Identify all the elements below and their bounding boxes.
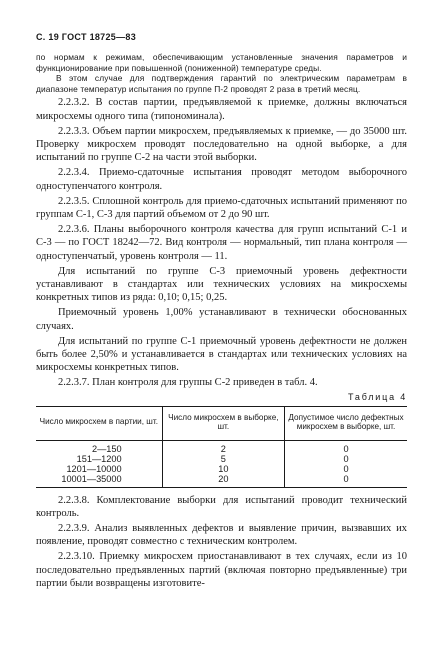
table-cell: 20 [162, 474, 284, 488]
table-row [36, 464, 407, 474]
table-cell: 10001—35000 [36, 474, 162, 488]
clause-2-2-3-3: 2.2.3.3. Объем партии микросхем, предъявляемых к приемке, — до 35000 шт. Проверку микросхем проводят последовательно на одной выборке, а для испытаний по группе С-2 на части этой выборки. [36, 125, 407, 164]
column-header: Допустимое число дефектных микросхем в выборке, шт. [285, 406, 407, 440]
intro-paragraph: по нормам к режимам, обеспечивающим установленные значения параметров и функционирование при повышенной (пониженной) температуре среды. [36, 52, 407, 73]
table-cell: 151—1200 [76, 453, 122, 464]
page-header: С. 19 ГОСТ 18725—83 [36, 32, 137, 42]
clause-2-2-3-7: 2.2.3.7. План контроля для группы С-2 приведен в табл. 4. [58, 377, 318, 389]
table-cell: 5 [162, 454, 284, 464]
paragraph-acceptance-level: Приемочный уровень 1,00% устанавливают в технически обоснованных случаях. [36, 307, 407, 332]
clause-2-2-3-10: 2.2.3.10. Приемку микросхем приостанавливают в тех случаях, если из 10 последовательно предъявленных партий (включая повторно предъявленные) три партии были возвращены изготовите- [36, 551, 407, 589]
clause-2-2-3-5: 2.2.3.5. Сплошной контроль для приемо-сдаточных испытаний применяют по группам С-1, С-3 для партий объемом от 2 до 90 шт. [36, 195, 407, 220]
clause-2-2-3-8: 2.2.3.8. Комплектование выборки для испытаний проводит технический контроль. [36, 494, 407, 519]
clause-2-2-3-6: 2.2.3.6. Планы выборочного контроля качества для групп испытаний С-1 и С-3 — по ГОСТ 18242—72. Вид контроля — нормальный, тип плана контроля — одноступенчатый, уровень контроля — 11. [36, 224, 407, 262]
table-4 [36, 406, 407, 488]
clause-2-2-3-9: 2.2.3.9. Анализ выявленных дефектов и выявление причин, вызвавших их появление, проводят совместно с техническим контролем. [36, 523, 407, 548]
table-header-row [36, 406, 407, 440]
paragraph-c3-defect-level: Для испытаний по группе С-3 приемочный уровень дефектности устанавливают в стандартах или технических условиях на микросхемы конкретных типов из ряда: 0,10; 0,15; 0,25. [36, 265, 407, 304]
column-header: Число микросхем в партии, шт. [36, 406, 162, 440]
document-body [36, 52, 407, 590]
table-row [36, 440, 407, 454]
table-cell: 10 [162, 464, 284, 474]
table-cell: 0 [285, 464, 407, 474]
table-cell: 1201—10000 [66, 463, 122, 474]
paragraph-c1-defect-level: Для испытаний по группе С-1 приемочный уровень дефектности не должен быть более 2,50% и устанавливается в стандартах или технических условиях на микросхемы конкретных типов. [36, 335, 407, 374]
table-title: Таблица 4 [348, 391, 407, 402]
table-cell: 0 [285, 454, 407, 464]
intro-paragraph: В этом случае для подтверждения гарантий по электрическим параметрам в диапазоне температур испытания по группе П-2 проводят 2 раза в третий месяц. [36, 73, 407, 94]
table-row [36, 474, 407, 488]
clause-2-2-3-4: 2.2.3.4. Приемо-сдаточные испытания проводят методом выборочного одноступенчатого контроля. [36, 167, 407, 192]
table-cell: 0 [285, 474, 407, 488]
table-cell: 2 [162, 440, 284, 454]
table-cell: 0 [285, 440, 407, 454]
table-row [36, 454, 407, 464]
column-header: Число микросхем в выборке, шт. [162, 406, 284, 440]
table-cell: 2—150 [91, 443, 122, 454]
clause-2-2-3-2: 2.2.3.2. В состав партии, предъявляемой к приемке, должны включаться микросхемы одного типа (типономинала). [36, 97, 407, 122]
